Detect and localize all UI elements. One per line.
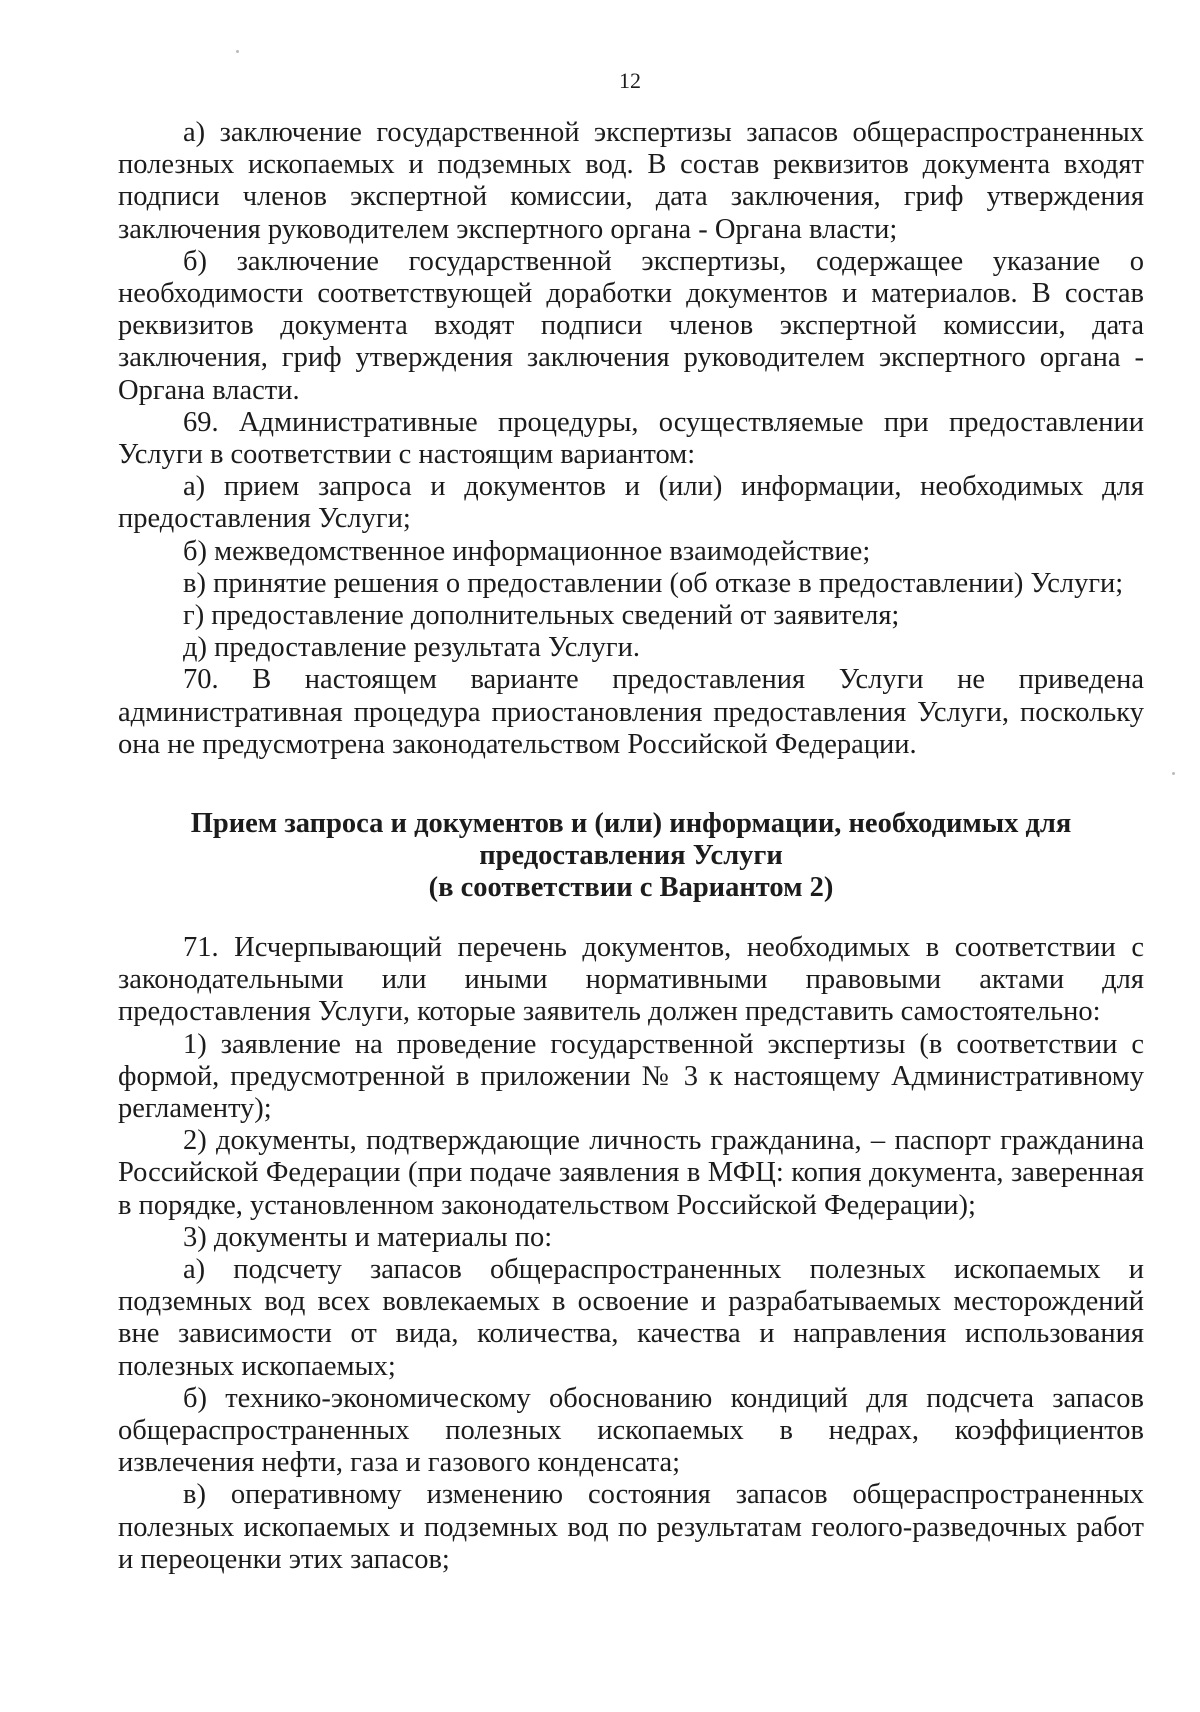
text-block-top	[118, 117, 1144, 761]
scan-speck	[1172, 772, 1175, 775]
section-heading-line-3: (в соответствии с Вариантом 2)	[428, 872, 834, 904]
list-item-71-3b: б) технико-экономическому обоснованию кондиций для подсчета запасов общераспространенных полезных ископаемых в недрах, коэффициентов извлечения нефти, газа и газового конденсата;	[118, 1382, 1144, 1479]
list-item-71-2: 2) документы, подтверждающие личность гражданина, – паспорт гражданина Российской Федерации (при подаче заявления в МФЦ: копия документа, заверенная в порядке, установленном законодательством Российской Федерации);	[118, 1125, 1144, 1221]
section-heading	[118, 808, 1144, 905]
list-item-69b: б) межведомственное информационное взаимодействие;	[183, 535, 871, 567]
paragraph-71-document-list: 71. Исчерпывающий перечень документов, необходимых в соответствии с законодательными или иными нормативными правовыми актами для предоставления Услуги, которые заявитель должен представить самостоятельно:	[118, 932, 1144, 1028]
text-block-bottom	[118, 932, 1144, 1576]
paragraph-69-procedures: 69. Административные процедуры, осуществляемые при предоставлении Услуги в соответствии с настоящим вариантом:	[118, 406, 1144, 471]
paragraph-3a-expertise-conclusion: а) заключение государственной экспертизы запасов общераспространенных полезных ископаемых и подземных вод. В состав реквизитов документа входят подписи членов экспертной комиссии, дата заключения, гриф утверждения заключения руководителем экспертного органа - Органа власти;	[118, 117, 1144, 245]
list-item-71-3: 3) документы и материалы по:	[183, 1221, 553, 1253]
list-item-71-1: 1) заявление на проведение государственной экспертизы (в соответствии с формой, предусмотренной в приложении № 3 к настоящему Административному регламенту);	[118, 1028, 1144, 1125]
paragraph-3b-rework-conclusion: б) заключение государственной экспертизы, содержащее указание о необходимости соответствующей доработки документов и материалов. В состав реквизитов документа входят подписи членов экспертной комиссии, дата заключения, гриф утверждения заключения руководителем экспертного органа - Органа власти.	[118, 245, 1144, 406]
list-item-71-3a: а) подсчету запасов общераспространенных полезных ископаемых и подземных вод всех вовлекаемых в освоение и разрабатываемых месторождений вне зависимости от вида, количества, качества и направления использования полезных ископаемых;	[118, 1254, 1144, 1382]
paragraph-70-suspension: 70. В настоящем варианте предоставления Услуги не приведена административная процедура приостановления предоставления Услуги, поскольку она не предусмотрена законодательством Российской Федерации.	[118, 664, 1144, 760]
scan-speck	[236, 50, 239, 53]
section-heading-line-2: предоставления Услуги	[479, 840, 783, 872]
list-item-69c: в) принятие решения о предоставлении (об отказе в предоставлении) Услуги;	[183, 567, 1124, 599]
list-item-69a: а) прием запроса и документов и (или) информации, необходимых для предоставления Услуги;	[118, 471, 1144, 535]
section-heading-line-1: Прием запроса и документов и (или) информации, необходимых для	[190, 808, 1072, 839]
list-item-71-3c: в) оперативному изменению состояния запасов общераспространенных полезных ископаемых и подземных вод по результатам геолого-разведочных работ и переоценки этих запасов;	[118, 1479, 1144, 1575]
page-number: 12	[619, 68, 641, 93]
list-item-69d: г) предоставление дополнительных сведений от заявителя;	[183, 600, 900, 632]
list-item-69e: д) предоставление результата Услуги.	[183, 632, 640, 664]
